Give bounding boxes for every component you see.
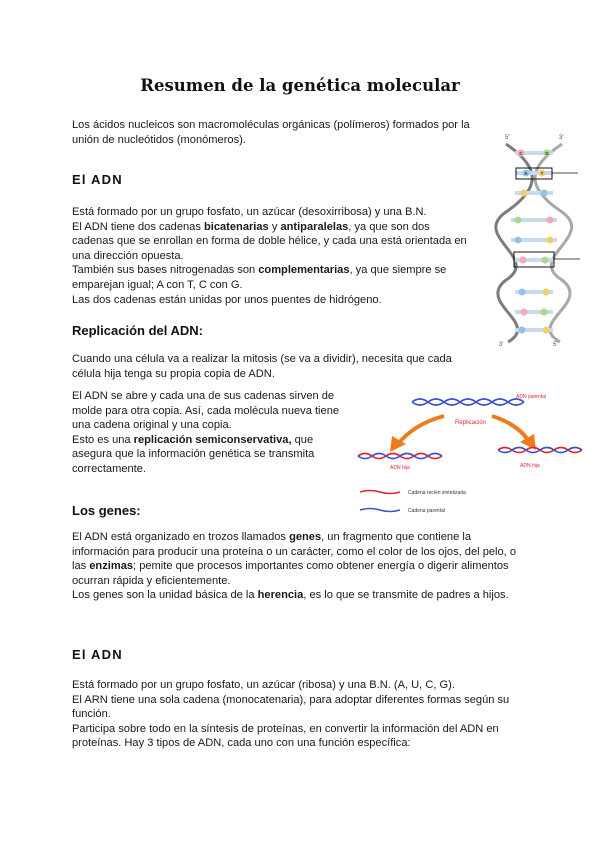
base-t	[547, 237, 554, 244]
replication-line-8: correctamente.	[72, 462, 146, 475]
genes-text: Los genes son la unidad básica de la	[72, 589, 258, 602]
arn-line-1: Está formado por un grupo fosfato, un azúcar (ribosa) y una B.N. (A, U, C, G).	[72, 679, 455, 691]
arn-line-2: El ARN tiene una sola cadena (monocatenaria), para adoptar diferentes formas según su	[72, 693, 510, 706]
base-t	[543, 327, 550, 334]
helix-label-5-bottom: 5'	[553, 342, 558, 348]
genes-text: , es lo que se transmite de padres a hijos.	[303, 589, 509, 602]
intro-paragraph	[72, 118, 470, 147]
genes-text: El ADN está organizado en trozos llamados	[72, 531, 290, 543]
dna-helix-figure	[486, 128, 586, 350]
adn-text: , ya que siempre se	[349, 264, 447, 277]
base-c	[547, 217, 554, 224]
base-c	[521, 309, 528, 316]
term-semiconservativa: replicación semiconservativa,	[133, 433, 292, 446]
base-g	[542, 257, 549, 264]
genes-paragraph	[72, 530, 516, 603]
base-g	[515, 217, 522, 224]
intro-line-1: Los ácidos nucleicos son macromoléculas orgánicas (polímeros) formados por la	[72, 119, 470, 131]
intro-line-2: unión de nucleótidos (monómeros).	[72, 133, 246, 146]
helix-label-3-bottom: 3'	[499, 342, 504, 348]
replication-line-2: célula hija tenga su propia copia de ADN.	[72, 367, 275, 380]
genes-line-4: ocurran rápida y eficientemente.	[72, 574, 231, 587]
adn-paragraph	[72, 205, 467, 307]
base-letter-a: A	[524, 171, 528, 176]
adn-line-1: Está formado por un grupo fosfato, un azúcar (desoxirribosa) y una B.N.	[72, 206, 427, 218]
arrow-right-shaft	[492, 416, 528, 440]
adn-line-6: emparejan igual; A con T, C con G.	[72, 278, 243, 291]
base-letter-c: C	[519, 151, 523, 156]
base-letter-t: T	[540, 171, 544, 176]
base-t	[521, 190, 528, 197]
genes-text: ; pemite que procesos importantes como obtener energía o digerir alimentos	[133, 560, 509, 573]
replication-paragraph-2	[72, 389, 339, 477]
genes-line-2: información para producir una proteína o un carácter, como el color de los ojos, del pelo, o	[72, 545, 517, 558]
term-herencia: herencia	[257, 589, 304, 602]
genes-text: , un fragmento que contiene la	[321, 531, 471, 543]
adn-text: , ya que son dos	[348, 220, 430, 233]
replication-line-7: asegura que la información genética se transmita	[72, 448, 315, 461]
replication-line-3: El ADN se abre y cada una de sus cadenas sirven de	[72, 390, 335, 402]
page-title: Resumen de la genética molecular	[140, 76, 460, 95]
term-complementarias: complementarias	[258, 264, 350, 277]
term-bicatenarias: bicatenarias	[203, 220, 269, 233]
term-antiparalelas: antiparalelas	[280, 220, 349, 233]
term-genes: genes	[289, 531, 322, 543]
arrow-left-shaft	[398, 416, 444, 444]
adn-line-3: cadenas que se enrollan en forma de doble hélice, y cada una está orientada en	[72, 235, 467, 248]
label-adn-hija-left: ADN hija	[390, 465, 410, 471]
genes-heading: Los genes:	[72, 503, 141, 518]
replication-line-6	[72, 433, 339, 448]
adn-line-7: Las dos cadenas están unidas por unos puentes de hidrógeno.	[72, 293, 382, 306]
base-c	[520, 257, 527, 264]
genes-text: las	[72, 560, 90, 573]
adn-text: También sus bases nitrogenadas son	[72, 264, 259, 277]
replication-line-4: molde para otra copia. Así, cada molécula nueva tiene	[72, 404, 340, 417]
label-adn-parental: ADN parental	[516, 394, 547, 400]
term-enzimas: enzimas	[89, 560, 134, 573]
genes-line-3	[72, 559, 516, 574]
base-a	[541, 190, 548, 197]
replication-line-5: una cadena original y una copia.	[72, 419, 232, 432]
replication-text: Esto es una	[72, 433, 134, 446]
base-a	[519, 327, 526, 334]
parent-strand-2	[412, 399, 524, 405]
replication-text: que	[291, 433, 314, 446]
adn-line-5	[72, 263, 467, 278]
legend-parental-swatch	[360, 509, 400, 512]
base-g	[541, 309, 548, 316]
adn-line-2	[72, 220, 467, 235]
label-adn-hija-right: ADN hija	[520, 463, 540, 469]
arn-heading: El ADN	[72, 647, 123, 662]
base-pair-rung	[515, 171, 553, 175]
arn-line-3: función.	[72, 708, 111, 721]
genes-line-1	[72, 530, 516, 545]
helix-label-3-top: 3'	[559, 135, 564, 141]
label-replicacion: Replicación	[455, 420, 487, 426]
adn-heading: El ADN	[72, 172, 123, 187]
replication-line-1: Cuando una célula va a realizar la mitosis (se va a dividir), necesita que cada	[72, 353, 452, 365]
legend-new-label: Cadena recién sintetizada	[408, 490, 466, 496]
legend-parental-label: Cadena parental	[408, 508, 445, 514]
genes-line-5	[72, 588, 516, 603]
arn-line-5: proteínas. Hay 3 tipos de ADN, cada uno con una función específica:	[72, 737, 411, 750]
adn-line-4: una dirección opuesta.	[72, 249, 184, 262]
helix-label-5-top: 5'	[505, 135, 510, 141]
arn-paragraph	[72, 678, 509, 751]
arn-line-4: Participa sobre todo en la síntesis de proteínas, en convertir la información del ADN en	[72, 722, 499, 735]
base-a	[515, 237, 522, 244]
adn-text: y	[268, 220, 281, 233]
base-t	[543, 289, 550, 296]
replication-paragraph-1	[72, 352, 452, 381]
legend-new-swatch	[360, 491, 400, 494]
adn-text: El ADN tiene dos cadenas	[72, 220, 204, 233]
base-a	[519, 289, 526, 296]
base-letter-g: G	[545, 151, 549, 156]
replication-figure	[352, 386, 592, 526]
replication-heading: Replicación del ADN:	[72, 323, 203, 338]
